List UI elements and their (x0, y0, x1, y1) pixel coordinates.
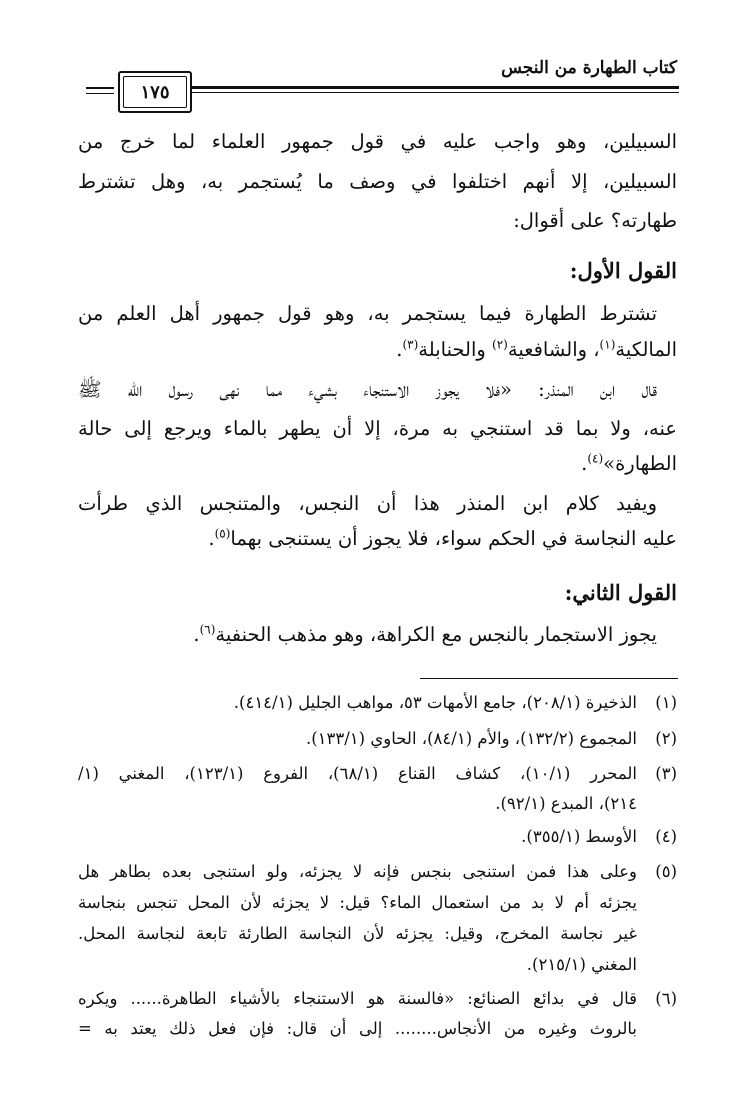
body-line (78, 623, 657, 646)
header-rule-left-thick (86, 87, 114, 89)
header-rule-left-thin (86, 93, 114, 94)
footnote-text: المحرر (١٠/١)، كشاف القناع (٦٨/١)، الفروع (١٢٣/١)، المغني (١/ (78, 764, 637, 783)
body-line: عنه، ولا بما قد استنجي به مرة، إلا أن يطهر بالماء ويرجع إلى حالة (78, 417, 677, 440)
text-run: . (396, 338, 403, 361)
footnote-separator (420, 678, 678, 679)
body-line (78, 452, 677, 475)
body-line: طهارته؟ على أقوال: (513, 209, 677, 232)
text-run: يجوز الاستجمار بالنجس مع الكراهة، وهو مذهب الحنفية (215, 623, 657, 646)
body-line: قال ابن المنذر: «فلا يجوز الاستنجاء بشيء مما نهى رسول الله ﷺ (78, 378, 657, 401)
footnote-number: (٢) (655, 729, 677, 748)
footnote-text: قال في بدائع الصنائع: «فالسنة هو الاستنجاء بالأشياء الطاهرة...... ويكره (78, 989, 637, 1008)
header-rule-thin (192, 92, 679, 93)
footnote-ref[interactable]: (٤) (587, 451, 604, 466)
footnote-number: (٥) (655, 862, 677, 881)
body-line: السبيلين، وهو واجب عليه في قول جمهور العلماء لما خرج من (78, 130, 677, 153)
page-number: ١٧٥ (123, 76, 187, 108)
footnote-number: (١) (655, 693, 677, 712)
footnote-ref[interactable]: (٣) (402, 337, 419, 352)
footnote-ref[interactable]: (١) (599, 337, 616, 352)
text-run: المالكية (615, 338, 677, 361)
body-line: ويفيد كلام ابن المنذر هذا أن النجس، والمتنجس الذي طرأت (78, 492, 657, 515)
footnote-text: ٢١٤)، المبدع (٩٢/١). (495, 794, 637, 813)
text-run: ، والشافعية (507, 338, 600, 361)
text-run: والحنابلة (418, 338, 493, 361)
footnote-ref[interactable]: (٥) (214, 526, 231, 541)
header-rule-thick (192, 86, 679, 89)
text-run: . (208, 527, 215, 550)
footnote-ref[interactable]: (٦) (199, 622, 216, 637)
body-line: تشترط الطهارة فيما يستجمر به، وهو قول جمهور أهل العلم من (78, 302, 657, 325)
section-heading: القول الثاني: (564, 580, 677, 605)
footnote-text: المجموع (١٣٢/٢)، والأم (٨٤/١)، الحاوي (١٣٣/١). (305, 729, 637, 748)
text-run: عليه النجاسة في الحكم سواء، فلا يجوز أن يستنجى بهما (230, 527, 677, 550)
footnote-text: يجزئه أم لا بد من استعمال الماء؟ قيل: لا يجزئه لأن المحل تنجس بنجاسة (78, 893, 637, 912)
body-line (78, 527, 677, 550)
footnote-number: (٦) (655, 989, 677, 1008)
footnote-ref[interactable]: (٢) (492, 337, 508, 352)
footnote-text: وعلى هذا فمن استنجى بنجس فإنه لا يجزئه، ولو استنجى بعده بطاهر هل (78, 862, 637, 881)
footnote-text: غير نجاسة المخرج، وقيل: يجزئه لأن النجاسة الطارئة تابعة لنجاسة المحل. (78, 924, 637, 943)
section-heading: القول الأول: (569, 258, 677, 283)
page-number-box (118, 71, 192, 113)
footnote-text: المغني (٢١٥/١). (526, 955, 637, 974)
footnote-text: بالروث وغيره من الأنجاس........ إلى أن قال: فإن فعل ذلك يعتد به = (78, 1019, 637, 1038)
text-run: . (581, 452, 588, 475)
text-run: الطهارة» (603, 452, 677, 475)
body-line (78, 338, 677, 361)
footnote-number: (٤) (655, 827, 677, 846)
footnote-text: الذخيرة (٢٠٨/١)، جامع الأمهات ٥٣، مواهب الجليل (٤١٤/١). (233, 693, 637, 712)
footnote-number: (٣) (655, 764, 677, 783)
footnote-text: الأوسط (٣٥٥/١). (521, 827, 637, 846)
running-header-title: كتاب الطهارة من النجس (501, 58, 677, 78)
text-run: . (193, 623, 200, 646)
body-line: السبيلين، إلا أنهم اختلفوا في وصف ما يُستجمر به، وهل تشترط (78, 170, 677, 193)
